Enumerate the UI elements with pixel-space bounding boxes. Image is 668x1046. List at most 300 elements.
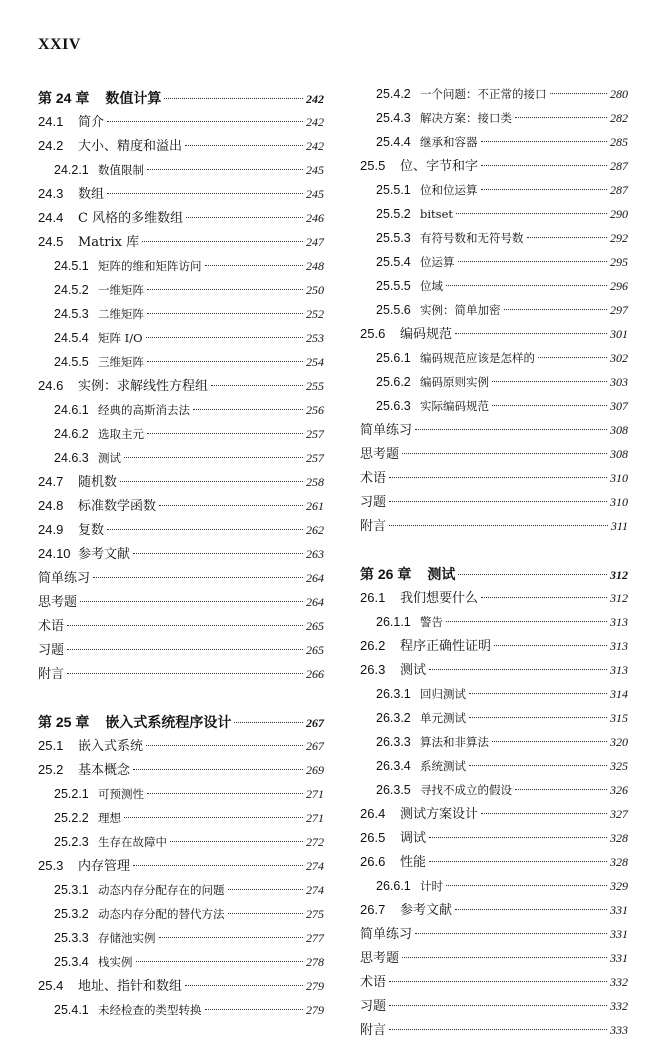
toc-entry-section <box>360 806 628 830</box>
toc-entry-page: 255 <box>306 379 324 393</box>
toc-entry-title: 测试 <box>427 567 456 583</box>
toc-entry-title: 地址、指针和数组 <box>78 979 183 994</box>
toc-entry-title: 简介 <box>78 115 105 130</box>
toc-entry-title: 习题 <box>38 643 65 658</box>
toc-entry-sub <box>360 758 628 782</box>
toc-leader-dots <box>124 457 303 458</box>
toc-entry-page: 297 <box>610 303 628 317</box>
toc-entry-title: 经典的高斯消去法 <box>98 403 190 417</box>
toc-leader-dots <box>147 289 303 290</box>
toc-entry-title: 位运算 <box>420 255 455 269</box>
toc-entry-page: 308 <box>610 423 628 437</box>
toc-leader-dots <box>429 669 607 670</box>
toc-entry-title: 嵌入式系统 <box>78 739 144 754</box>
toc-entry-title: Matrix 库 <box>78 235 140 250</box>
toc-entry-page: 315 <box>610 711 628 725</box>
toc-entry-number: 26.3.4 <box>376 759 411 773</box>
toc-entry-title: 一个问题：不正常的接口 <box>420 87 547 101</box>
toc-entry-sub <box>38 162 324 186</box>
toc-entry-number: 24.9 <box>38 522 64 537</box>
toc-entry-plain <box>360 518 628 542</box>
toc-entry-number: 26.4 <box>360 806 386 821</box>
toc-entry-page: 333 <box>610 1023 628 1037</box>
toc-entry-page: 261 <box>306 499 324 513</box>
toc-entry-title: 位、字节和字 <box>400 159 479 174</box>
toc-leader-dots <box>415 933 607 934</box>
toc-entry-number: 第 24 章 <box>38 90 90 106</box>
toc-leader-dots <box>389 501 607 502</box>
toc-leader-dots <box>389 1005 607 1006</box>
toc-entry-page: 253 <box>306 331 324 345</box>
toc-entry-title: 单元测试 <box>420 711 466 725</box>
toc-entry-page: 282 <box>610 111 628 125</box>
toc-entry-plain <box>360 446 628 470</box>
toc-entry-page: 262 <box>306 523 324 537</box>
toc-leader-dots <box>469 717 607 718</box>
toc-entry-title: 矩阵 I/O <box>98 331 143 345</box>
toc-entry-page: 267 <box>306 716 324 730</box>
toc-entry-number: 24.4 <box>38 210 64 225</box>
toc-entry-section <box>360 830 628 854</box>
toc-entry-page: 332 <box>610 999 628 1013</box>
toc-entry-number: 25.5 <box>360 158 386 173</box>
toc-leader-dots <box>402 957 607 958</box>
toc-entry-title: 未经检查的类型转换 <box>98 1003 202 1017</box>
toc-entry-title: 术语 <box>360 471 387 486</box>
toc-entry-page: 274 <box>306 883 324 897</box>
toc-entry-number: 24.5.3 <box>54 307 89 321</box>
toc-entry-title: 随机数 <box>78 475 118 490</box>
toc-entry-number: 26.3.3 <box>376 735 411 749</box>
toc-entry-number: 25.5.6 <box>376 303 411 317</box>
toc-entry-number: 24.3 <box>38 186 64 201</box>
toc-entry-page: 320 <box>610 735 628 749</box>
toc-entry-title: 参考文献 <box>78 547 131 562</box>
toc-entry-plain <box>360 998 628 1022</box>
toc-entry-number: 24.6 <box>38 378 64 393</box>
toc-entry-title: 矩阵的维和矩阵访问 <box>98 259 202 273</box>
toc-entry-page: 248 <box>306 259 324 273</box>
toc-entry-title: 算法和非算法 <box>420 735 489 749</box>
toc-entry-section <box>360 902 628 926</box>
toc-leader-dots <box>455 909 607 910</box>
toc-entry-section <box>38 114 324 138</box>
toc-entry-title: 编码规范应该是怎样的 <box>420 351 535 365</box>
toc-leader-dots <box>147 313 303 314</box>
toc-entry-section <box>360 326 628 350</box>
toc-entry-page: 272 <box>306 835 324 849</box>
toc-entry-number: 24.5.5 <box>54 355 89 369</box>
toc-entry-sub <box>38 330 324 354</box>
toc-entry-page: 312 <box>610 591 628 605</box>
toc-leader-dots <box>67 673 303 674</box>
toc-entry-page: 246 <box>306 211 324 225</box>
toc-entry-number: 25.4 <box>38 978 64 993</box>
toc-leader-dots <box>538 357 607 358</box>
toc-entry-page: 308 <box>610 447 628 461</box>
toc-entry-number: 24.5.1 <box>54 259 89 273</box>
toc-entry-page: 295 <box>610 255 628 269</box>
toc-entry-sub <box>360 110 628 134</box>
toc-entry-number: 26.3 <box>360 662 386 677</box>
toc-entry-section <box>38 522 324 546</box>
toc-entry-page: 265 <box>306 619 324 633</box>
toc-entry-page: 301 <box>610 327 628 341</box>
toc-entry-title: bitset <box>420 207 453 221</box>
toc-entry-title: 编码原则实例 <box>420 375 489 389</box>
toc-entry-title: 标准数学函数 <box>78 499 157 514</box>
toc-entry-title: 思考题 <box>38 595 78 610</box>
toc-leader-dots <box>504 309 608 310</box>
toc-entry-number: 26.3.5 <box>376 783 411 797</box>
toc-entry-number: 25.3 <box>38 858 64 873</box>
toc-leader-dots <box>193 409 303 410</box>
toc-entry-page: 332 <box>610 975 628 989</box>
toc-leader-dots <box>389 477 607 478</box>
toc-entry-sub <box>38 810 324 834</box>
toc-entry-plain <box>360 926 628 950</box>
toc-entry-title: 简单练习 <box>360 423 413 438</box>
toc-entry-sub <box>360 206 628 230</box>
toc-entry-number: 25.6.1 <box>376 351 411 365</box>
toc-leader-dots <box>211 385 303 386</box>
toc-entry-title: 参考文献 <box>400 903 453 918</box>
toc-leader-dots <box>481 189 608 190</box>
toc-entry-section <box>38 738 324 762</box>
toc-leader-dots <box>146 337 303 338</box>
toc-entry-number: 25.5.5 <box>376 279 411 293</box>
toc-entry-section <box>38 978 324 1002</box>
toc-entry-title: 位域 <box>420 279 443 293</box>
toc-leader-dots <box>186 217 303 218</box>
toc-entry-page: 296 <box>610 279 628 293</box>
toc-leader-dots <box>481 165 607 166</box>
toc-entry-section <box>38 546 324 570</box>
toc-leader-dots <box>67 625 303 626</box>
toc-entry-title: 大小、精度和溢出 <box>78 139 183 154</box>
toc-entry-chapter <box>38 714 324 738</box>
toc-entry-title: 程序正确性证明 <box>400 639 492 654</box>
toc-entry-sub <box>360 878 628 902</box>
toc-entry-sub <box>360 254 628 278</box>
toc-entry-number: 25.3.2 <box>54 907 89 921</box>
toc-entry-sub <box>360 350 628 374</box>
toc-leader-dots <box>429 837 607 838</box>
toc-entry-title: 实例：简单加密 <box>420 303 501 317</box>
toc-entry-page: 313 <box>610 615 628 629</box>
toc-leader-dots <box>469 765 607 766</box>
toc-entry-number: 26.3.1 <box>376 687 411 701</box>
toc-entry-page: 263 <box>306 547 324 561</box>
toc-entry-number: 25.5.4 <box>376 255 411 269</box>
toc-entry-section <box>38 210 324 234</box>
toc-entry-sub <box>38 426 324 450</box>
toc-leader-dots <box>389 981 607 982</box>
toc-entry-title: 测试方案设计 <box>400 807 479 822</box>
toc-entry-page: 287 <box>610 159 628 173</box>
toc-entry-number: 24.6.2 <box>54 427 89 441</box>
toc-entry-page: 264 <box>306 571 324 585</box>
toc-leader-dots <box>492 381 607 382</box>
toc-entry-section <box>38 378 324 402</box>
toc-entry-page: 245 <box>306 163 324 177</box>
toc-leader-dots <box>415 429 607 430</box>
toc-leader-dots <box>469 693 607 694</box>
toc-entry-page: 275 <box>306 907 324 921</box>
toc-entry-sub <box>360 374 628 398</box>
toc-entry-section <box>38 858 324 882</box>
toc-entry-page: 303 <box>610 375 628 389</box>
toc-entry-title: 术语 <box>38 619 65 634</box>
toc-leader-dots <box>107 193 303 194</box>
toc-leader-dots <box>481 813 607 814</box>
toc-leader-dots <box>458 261 608 262</box>
toc-leader-dots <box>389 1029 607 1030</box>
toc-entry-title: 附言 <box>360 1023 387 1038</box>
toc-entry-page: 312 <box>610 568 628 582</box>
toc-entry-plain <box>38 570 324 594</box>
toc-entry-title: 简单练习 <box>360 927 413 942</box>
toc-entry-number: 25.6.3 <box>376 399 411 413</box>
toc-entry-page: 242 <box>306 139 324 153</box>
toc-entry-page: 250 <box>306 283 324 297</box>
toc-entry-title: 二维矩阵 <box>98 307 144 321</box>
toc-entry-title: 内存管理 <box>78 859 131 874</box>
toc-leader-dots <box>481 141 608 142</box>
toc-leader-dots <box>133 865 303 866</box>
toc-entry-plain <box>38 618 324 642</box>
toc-entry-sub <box>38 306 324 330</box>
toc-leader-dots <box>456 213 607 214</box>
toc-leader-dots <box>494 645 607 646</box>
toc-entry-plain <box>38 666 324 690</box>
toc-entry-plain <box>360 422 628 446</box>
toc-leader-dots <box>228 889 304 890</box>
toc-entry-number: 24.2 <box>38 138 64 153</box>
toc-entry-page: 247 <box>306 235 324 249</box>
toc-entry-number: 26.2 <box>360 638 386 653</box>
toc-entry-sub <box>38 930 324 954</box>
toc-entry-section <box>38 234 324 258</box>
toc-entry-page: 310 <box>610 471 628 485</box>
toc-entry-page: 314 <box>610 687 628 701</box>
toc-entry-number: 26.1 <box>360 590 386 605</box>
toc-entry-section <box>38 498 324 522</box>
toc-entry-sub <box>38 882 324 906</box>
toc-entry-title: 可预测性 <box>98 787 144 801</box>
toc-entry-title: 实际编码规范 <box>420 399 489 413</box>
toc-entry-page: 326 <box>610 783 628 797</box>
toc-entry-page: 313 <box>610 663 628 677</box>
toc-entry-page: 311 <box>610 519 628 533</box>
toc-entry-page: 310 <box>610 495 628 509</box>
toc-entry-title: 测试 <box>400 663 427 678</box>
toc-entry-sub <box>38 450 324 474</box>
toc-leader-dots <box>107 121 303 122</box>
toc-entry-title: 调试 <box>400 831 427 846</box>
toc-leader-dots <box>550 93 608 94</box>
toc-entry-number: 24.5 <box>38 234 64 249</box>
toc-entry-page: 274 <box>306 859 324 873</box>
toc-entry-plain <box>360 1022 628 1046</box>
toc-entry-title: 寻找不成立的假设 <box>420 783 512 797</box>
toc-leader-dots <box>446 885 607 886</box>
toc-entry-sub <box>360 182 628 206</box>
toc-entry-page: 242 <box>306 115 324 129</box>
toc-entry-sub <box>38 786 324 810</box>
toc-leader-dots <box>133 769 303 770</box>
toc-leader-dots <box>107 529 303 530</box>
toc-entry-page: 264 <box>306 595 324 609</box>
toc-entry-page: 278 <box>306 955 324 969</box>
toc-entry-number: 25.6.2 <box>376 375 411 389</box>
toc-entry-page: 267 <box>306 739 324 753</box>
toc-entry-page: 252 <box>306 307 324 321</box>
toc-leader-dots <box>481 597 607 598</box>
toc-entry-number: 24.2.1 <box>54 163 89 177</box>
toc-entry-title: 有符号数和无符号数 <box>420 231 524 245</box>
toc-leader-dots <box>124 817 303 818</box>
toc-entry-title: 基本概念 <box>78 763 131 778</box>
toc-entry-number: 25.5.2 <box>376 207 411 221</box>
toc-entry-title: C 风格的多维数组 <box>78 211 184 226</box>
toc-entry-plain <box>38 642 324 666</box>
toc-entry-number: 25.4.2 <box>376 87 411 101</box>
toc-entry-title: 附言 <box>360 519 387 534</box>
toc-leader-dots <box>429 861 607 862</box>
toc-leader-dots <box>389 525 608 526</box>
toc-entry-number: 25.2.3 <box>54 835 89 849</box>
toc-entry-number: 24.6.3 <box>54 451 89 465</box>
toc-entry-title: 思考题 <box>360 447 400 462</box>
toc-entry-number: 25.2 <box>38 762 64 777</box>
toc-entry-number: 25.3.1 <box>54 883 89 897</box>
toc-entry-sub <box>360 686 628 710</box>
toc-leader-dots <box>492 405 607 406</box>
toc-entry-number: 25.3.3 <box>54 931 89 945</box>
toc-entry-page: 327 <box>610 807 628 821</box>
toc-entry-plain <box>360 470 628 494</box>
toc-entry-title: 回归测试 <box>420 687 466 701</box>
toc-entry-number: 24.7 <box>38 474 64 489</box>
toc-entry-title: 选取主元 <box>98 427 144 441</box>
toc-entry-number: 25.2.1 <box>54 787 89 801</box>
toc-entry-title: 数组 <box>78 187 105 202</box>
toc-leader-dots <box>234 722 303 723</box>
toc-leader-dots <box>446 621 607 622</box>
toc-entry-number: 25.4.1 <box>54 1003 89 1017</box>
toc-entry-title: 解决方案：接口类 <box>420 111 512 125</box>
toc-entry-page: 302 <box>610 351 628 365</box>
toc-entry-page: 325 <box>610 759 628 773</box>
toc-entry-page: 256 <box>306 403 324 417</box>
toc-entry-section <box>360 662 628 686</box>
toc-leader-dots <box>492 741 607 742</box>
toc-entry-chapter <box>38 90 324 114</box>
toc-entry-page: 328 <box>610 855 628 869</box>
toc-entry-sub <box>360 398 628 422</box>
toc-leader-dots <box>80 601 303 602</box>
toc-entry-chapter <box>360 566 628 590</box>
toc-right-column <box>360 86 628 1046</box>
toc-leader-dots <box>133 553 303 554</box>
toc-entry-sub <box>360 782 628 806</box>
toc-entry-number: 25.2.2 <box>54 811 89 825</box>
toc-entry-title: 测试 <box>98 451 121 465</box>
toc-entry-page: 242 <box>306 92 324 106</box>
toc-entry-page: 269 <box>306 763 324 777</box>
toc-entry-sub <box>38 954 324 978</box>
toc-leader-dots <box>147 361 303 362</box>
toc-entry-page: 287 <box>610 183 628 197</box>
toc-entry-section <box>360 854 628 878</box>
toc-leader-dots <box>146 745 303 746</box>
toc-entry-page: 265 <box>306 643 324 657</box>
toc-leader-dots <box>515 789 607 790</box>
toc-entry-title: 存储池实例 <box>98 931 156 945</box>
toc-entry-number: 24.5.4 <box>54 331 89 345</box>
toc-entry-sub <box>360 278 628 302</box>
toc-entry-sub <box>360 710 628 734</box>
toc-entry-number: 26.7 <box>360 902 386 917</box>
toc-entry-number: 24.8 <box>38 498 64 513</box>
toc-entry-page: 254 <box>306 355 324 369</box>
toc-leader-dots <box>515 117 607 118</box>
toc-entry-title: 继承和容器 <box>420 135 478 149</box>
toc-entry-number: 26.1.1 <box>376 615 411 629</box>
toc-entry-title: 数值计算 <box>105 91 162 107</box>
toc-entry-page: 285 <box>610 135 628 149</box>
toc-entry-title: 生存在故障中 <box>98 835 167 849</box>
toc-entry-sub <box>38 906 324 930</box>
toc-entry-sub <box>38 1002 324 1026</box>
toc-entry-number: 24.1 <box>38 114 64 129</box>
toc-leader-dots <box>67 649 303 650</box>
toc-entry-page: 331 <box>610 927 628 941</box>
toc-entry-sub <box>360 614 628 638</box>
toc-entry-sub <box>38 282 324 306</box>
toc-entry-number: 26.6 <box>360 854 386 869</box>
toc-entry-title: 动态内存分配存在的问题 <box>98 883 225 897</box>
toc-leader-dots <box>205 265 304 266</box>
toc-entry-plain <box>360 494 628 518</box>
toc-entry-page: 331 <box>610 903 628 917</box>
toc-entry-number: 25.3.4 <box>54 955 89 969</box>
toc-entry-number: 25.6 <box>360 326 386 341</box>
toc-leader-dots <box>185 145 303 146</box>
toc-entry-title: 一维矩阵 <box>98 283 144 297</box>
toc-leader-dots <box>147 169 303 170</box>
toc-entry-sub <box>360 302 628 326</box>
toc-entry-page: 279 <box>306 979 324 993</box>
toc-leader-dots <box>147 793 303 794</box>
toc-entry-page: 331 <box>610 951 628 965</box>
toc-entry-title: 性能 <box>400 855 427 870</box>
toc-entry-plain <box>38 594 324 618</box>
toc-entry-sub <box>38 834 324 858</box>
toc-entry-title: 习题 <box>360 495 387 510</box>
toc-entry-page: 266 <box>306 667 324 681</box>
toc-entry-title: 计时 <box>420 879 443 893</box>
toc-entry-number: 25.1 <box>38 738 64 753</box>
toc-entry-page: 313 <box>610 639 628 653</box>
toc-entry-title: 动态内存分配的替代方法 <box>98 907 225 921</box>
toc-entry-title: 理想 <box>98 811 121 825</box>
toc-entry-title: 习题 <box>360 999 387 1014</box>
toc-leader-dots <box>458 574 607 575</box>
toc-leader-dots <box>527 237 608 238</box>
toc-entry-sub <box>38 354 324 378</box>
